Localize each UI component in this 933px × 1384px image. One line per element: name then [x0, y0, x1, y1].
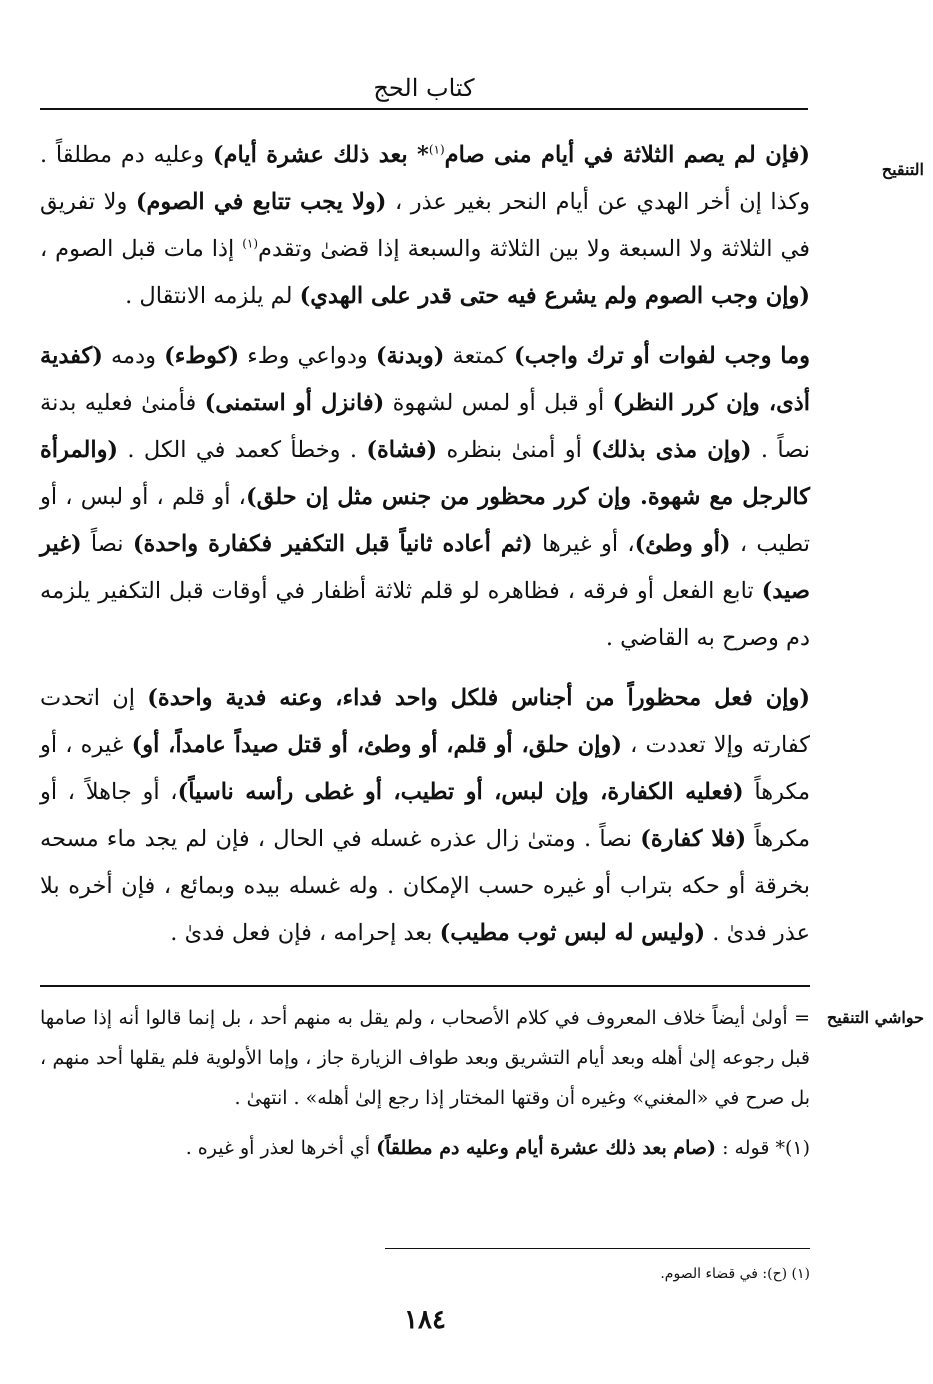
commentary-text: ، أو غيرها — [532, 531, 635, 557]
bold-matn-text: (وبدنة) — [375, 343, 445, 369]
commentary-text: إن اتحدت كفارته وإلا تعددت ، — [40, 685, 811, 758]
commentary-text: ودمه — [102, 343, 165, 369]
commentary-text: تابع الفعل أو فرقه ، فظاهره لو قلم ثلاثة أظفار في أوقات قبل التكفير يلزمه دم وصرح به القاضي . — [40, 578, 810, 651]
bold-matn-text: (والمرأة كالرجل مع شهوة. وإن كرر محظور من جنس مثل إن حلق) — [40, 437, 810, 510]
bold-matn-text: (وإن مذى بذلك) — [591, 437, 752, 463]
commentary-text: ، أو جاهلاً ، أو مكرهاً — [40, 779, 810, 852]
commentary-text: فأمنىٰ فعليه بدنة نصاً . — [40, 390, 810, 463]
commentary-text: إذا مات قبل الصوم ، — [40, 236, 243, 262]
bold-matn-text: (وإن وجب الصوم ولم يشرع فيه حتى قدر على الهدي) — [299, 283, 810, 309]
commentary-text: . وخطأ كعمد في الكل . — [118, 437, 367, 463]
commentary-text: بعد إحرامه ، فإن فعل فدىٰ . — [170, 920, 440, 946]
commentary-text: ولا تفريق في الثلاثة ولا السبعة ولا بين الثلاثة والسبعة إذا قضىٰ وتقدم — [40, 189, 810, 262]
bold-matn-text: (ثم أعاده ثانياً قبل التكفير فكفارة واحدة) — [132, 531, 533, 557]
side-label-notes: حواشي التنقيح — [826, 1008, 924, 1027]
bold-matn-text: (صام بعد ذلك عشرة أيام وعليه دم مطلقاً) — [376, 1137, 717, 1159]
commentary-text: (١)* قوله : — [716, 1137, 810, 1159]
main-paragraph-3 — [40, 675, 810, 957]
commentary-text: ودواعي وطء — [239, 343, 376, 369]
bold-matn-text: (ولا يجب تتابع في الصوم) — [135, 189, 387, 215]
main-paragraph-2 — [40, 333, 810, 662]
commentary-text: غيره ، أو مكرهاً — [40, 732, 811, 805]
commentary-text: أو أمنىٰ بنظره — [437, 437, 592, 463]
commentary-text: أي أخرها لعذر أو غيره . — [185, 1137, 377, 1159]
footnote-marker: (١) — [428, 142, 445, 157]
running-head: كتاب الحج — [40, 68, 808, 110]
commentary-text: ، أو قلم ، أو لبس ، أو تطيب ، — [40, 484, 810, 557]
commentary-text: نصاً — [81, 531, 133, 557]
bold-matn-text: وما وجب لفوات أو ترك واجب) — [514, 343, 810, 369]
bold-matn-text: (أو وطئ) — [634, 531, 731, 557]
bold-matn-text: (غير صيد) — [40, 531, 810, 604]
bold-matn-text: (فعليه الكفارة، وإن لبس، أو تطيب، أو غطى رأسه ناسياً) — [177, 779, 744, 805]
bold-matn-text: (وليس له لبس ثوب مطيب) — [439, 920, 706, 946]
commentary-text: أو قبل أو لمس لشهوة — [384, 390, 613, 416]
side-label-main: التنقيح — [881, 160, 924, 179]
footnote: (١) (ح): في قضاء الصوم. — [660, 1266, 810, 1282]
note-continuation: = أولىٰ أيضاً خلاف المعروف في كلام الأصحاب ، ولم يقل به منهم أحد ، بل إنما قالوا أنه إذا صامها قبل رجوعه إلىٰ أهله وبعد أيام التشريق وبعد طواف الزيارة جاز ، وإما الأولوية فلم يقلها أحد منهم ، بل صرح في «المغني» وغيره أن وقتها المختار إذا رجع إلىٰ أهله» . انتهىٰ . — [40, 1007, 810, 1109]
bold-matn-text: (فانزل أو استمنى) — [204, 390, 385, 416]
commentary-text: لم يلزمه الانتقال . — [125, 283, 300, 309]
bold-matn-text: (فشاة) — [366, 437, 438, 463]
commentary-text: كمتعة — [444, 343, 515, 369]
bold-matn-text: (وإن فعل محظوراً من أجناس فلكل واحد فداء، وعنه فدية واحدة) — [147, 685, 810, 711]
notes-section — [40, 998, 810, 1168]
bold-matn-text: (فإن لم يصم الثلاثة في أيام منى صام — [444, 142, 810, 168]
bold-matn-text: (فلا كفارة) — [640, 826, 747, 852]
section-divider — [40, 985, 810, 987]
footnote-rule — [385, 1248, 810, 1249]
note-star-1 — [40, 1128, 810, 1168]
commentary-text: نصاً . ومتىٰ زال عذره غسله في الحال ، فإن لم يجد ماء مسحه بخرقة أو حكه بتراب أو غيره حسب الإمكان . وله غسله بيده وبمائع ، فإن أخره بلا عذر فدىٰ . — [40, 826, 810, 946]
footnote-marker: (١) — [242, 236, 259, 251]
bold-matn-text: (كوطء) — [164, 343, 240, 369]
bold-matn-text: (وإن حلق، أو قلم، أو وطئ، أو قتل صيداً عامداً، أو) — [131, 732, 622, 758]
bold-matn-text: (كفدية أذى، وإن كرر النظر) — [40, 343, 810, 416]
main-text — [40, 132, 810, 957]
main-paragraph-1 — [40, 132, 810, 320]
commentary-text: وعليه دم مطلقاً . وكذا إن أخر الهدي عن أيام النحر بغير عذر ، — [40, 142, 811, 215]
page-number: ١٨٤ — [404, 1305, 446, 1335]
bold-matn-text: * بعد ذلك عشرة أيام) — [212, 142, 429, 168]
